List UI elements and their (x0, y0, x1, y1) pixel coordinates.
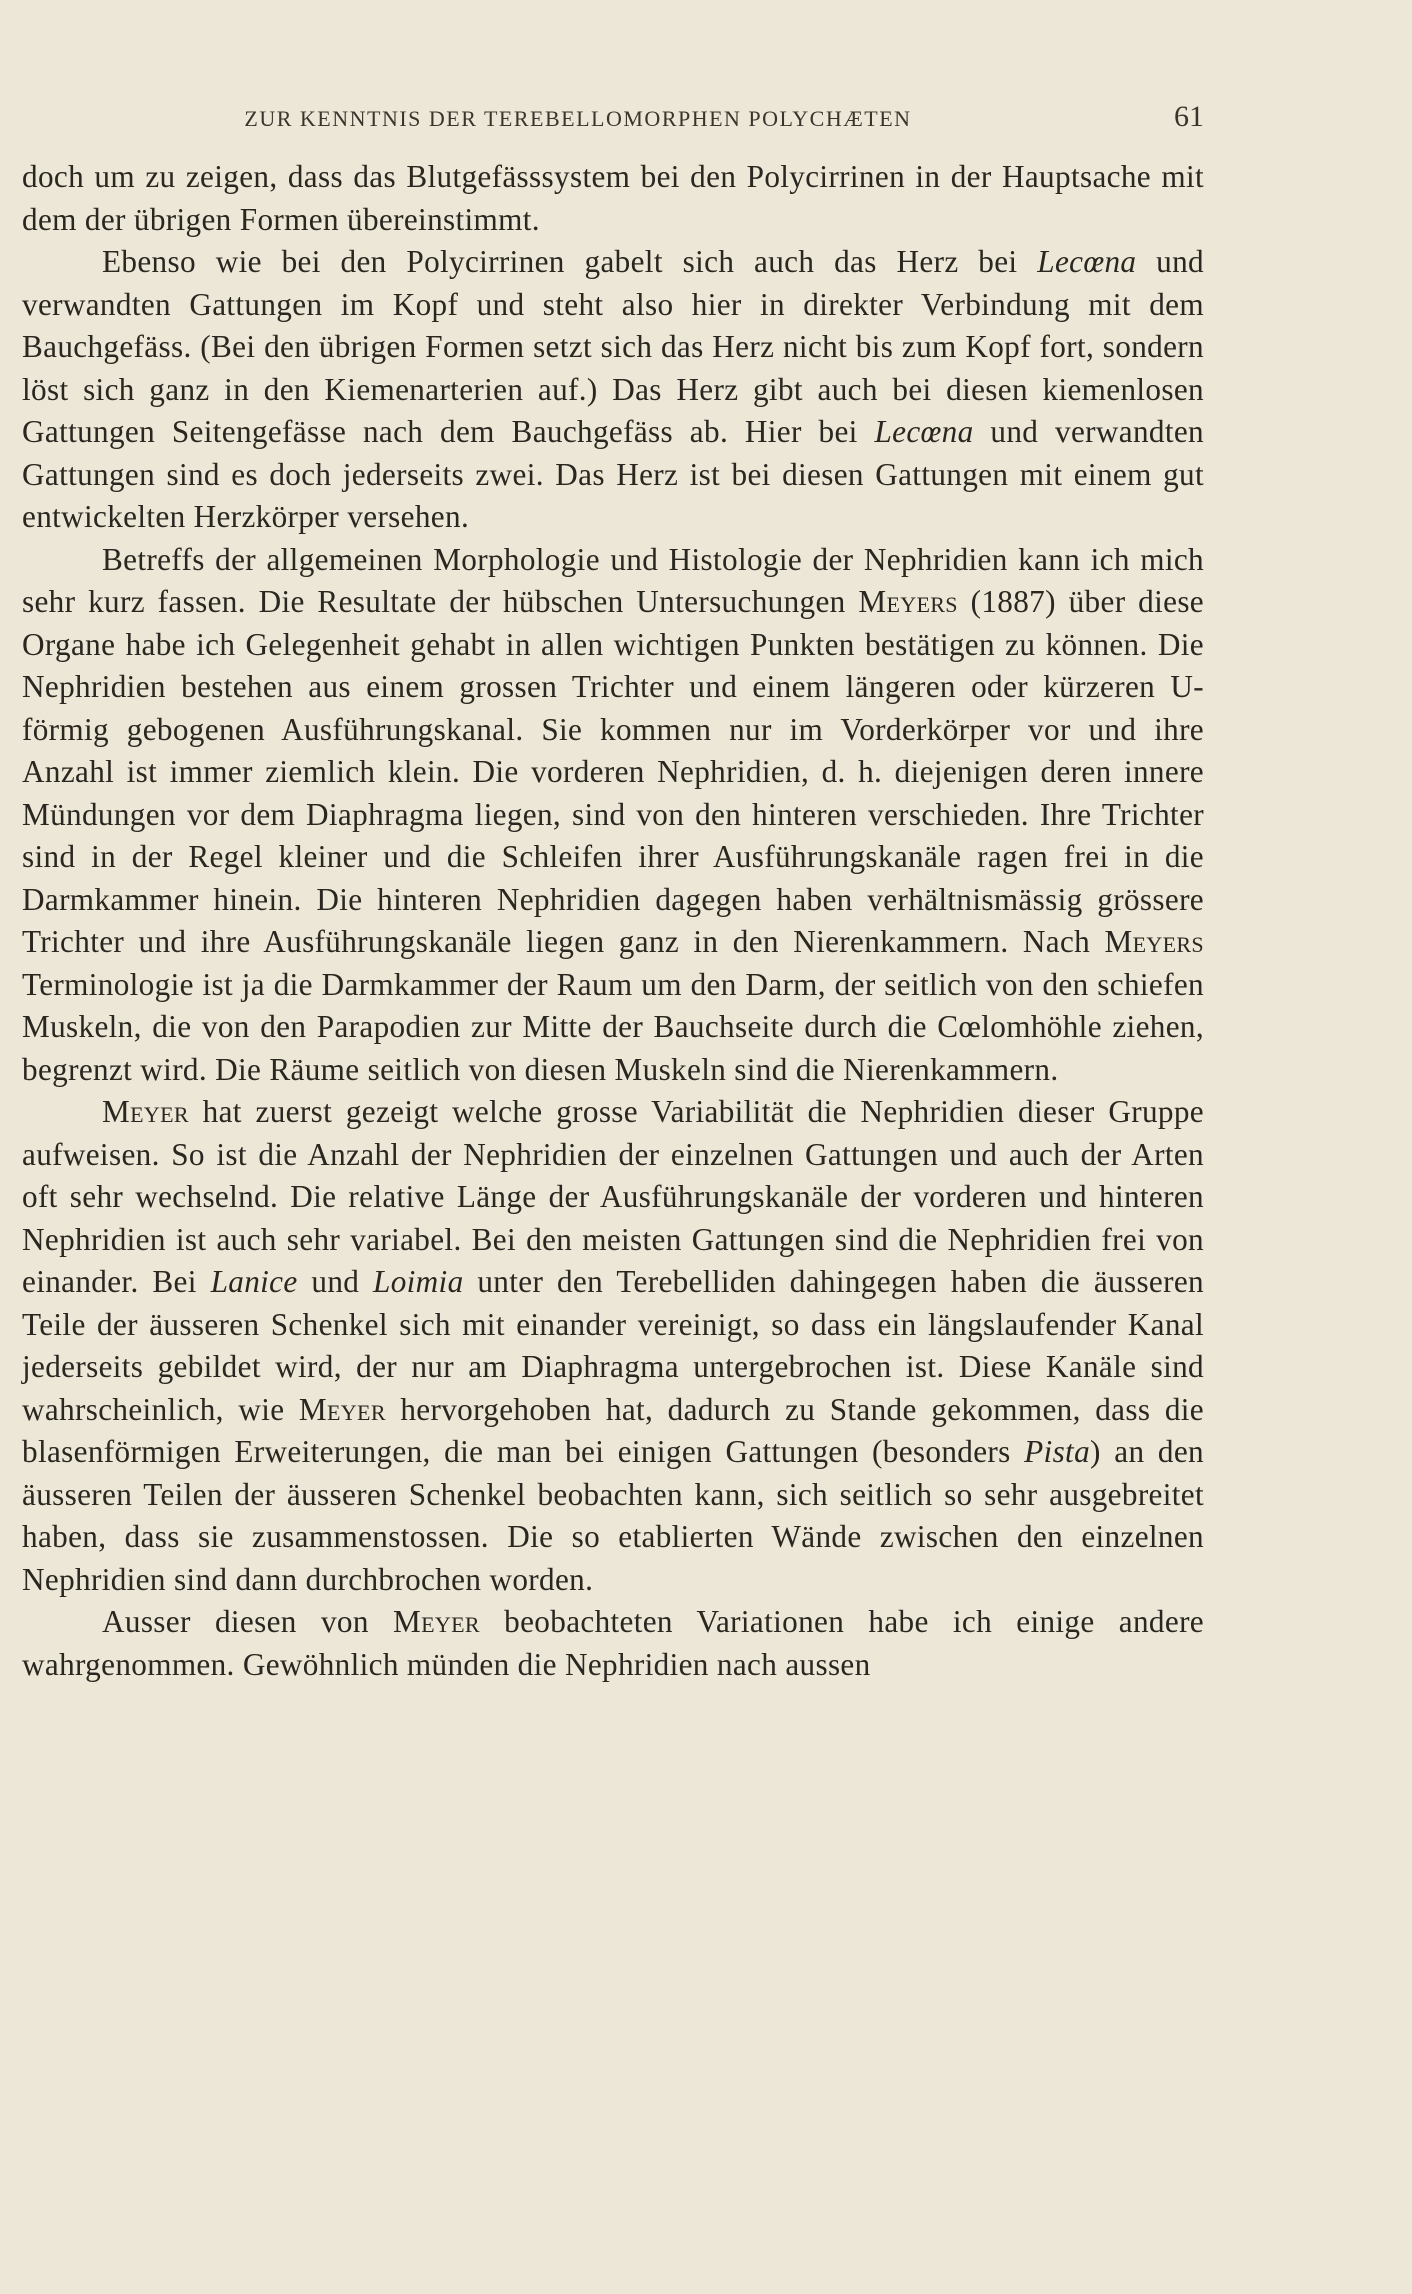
running-head (22, 96, 1204, 156)
text-run: Ebenso wie bei den Polycirrinen gabelt sich auch das Herz bei (102, 244, 1038, 279)
text-run: und verwandten Gattungen im Kopf und steht also hier in direkter Verbindung mit dem Bauchgefäss. (Bei den übrigen Formen setzt sich das Herz nicht bis zum Kopf fort, sondern löst sich ganz in den Kiemenarterien auf.) Das Herz gibt auch bei diesen kiemenlosen Gattungen Seitengefässe nach dem Bauchgefäss ab. Hier bei (22, 244, 1204, 449)
text-run: beobachteten Variationen habe ich einige andere wahrgenommen. Gewöhnlich münden die Nephridien nach aussen (22, 1604, 1204, 1682)
genus-name: Lanice (210, 1264, 298, 1299)
text-run: hervorgehoben hat, dadurch zu Stande gekommen, dass die blasenförmigen Erweiterungen, die man bei einigen Gattungen (besonders (22, 1391, 1204, 1469)
paragraph-1 (22, 156, 1204, 241)
genus-name: Loimia (373, 1264, 464, 1299)
author-name: Meyer (393, 1604, 480, 1639)
text-run: unter den Terebelliden dahingegen haben die äusseren Teile der äusseren Schenkel sich mit einander vereinigt, so dass ein längslaufender Kanal jederseits gebildet wird, der nur am Diaphragma untergebrochen ist. Diese Kanäle sind wahrscheinlich, wie (22, 1264, 1204, 1427)
text-run: doch um zu zeigen, dass das Blutgefässsystem bei den Polycirrinen in der Hauptsache mit dem der übrigen Formen übereinstimmt. (22, 159, 1204, 237)
genus-name: Pista (1024, 1434, 1091, 1469)
paragraph-2 (22, 241, 1204, 539)
paragraph-4 (22, 1091, 1204, 1601)
author-name: Meyers (858, 584, 958, 619)
author-name: Meyer (298, 1391, 386, 1427)
text-run: und verwandten Gattungen sind es doch jederseits zwei. Das Herz ist bei diesen Gattungen mit einem gut entwickelten Herzkörper versehen. (22, 414, 1204, 534)
text-run: Betreffs der allgemeinen Morphologie und Histologie der Nephridien kann ich mich sehr kurz fassen. Die Resultate der hübschen Untersuchungen (22, 541, 1204, 619)
text-run: hat zuerst gezeigt welche grosse Variabilität die Nephridien dieser Gruppe aufweisen. So ist die Anzahl der Nephridien der einzelnen Gattungen und auch der Arten oft sehr wechselnd. Die relative Länge der Ausführungskanäle der vorderen und hinteren Nephridien ist auch sehr variabel. Bei den meisten Gattungen sind die Nephridien frei von einander. Bei (22, 1094, 1204, 1299)
page-number: 61 (1174, 100, 1204, 133)
body-text (22, 156, 1204, 1686)
genus-name: Lecœna (874, 414, 974, 449)
page (22, 96, 1204, 1686)
text-run: ) an den äusseren Teilen der äusseren Schenkel beobachten kann, sich seitlich so sehr ausgebreitet haben, dass sie zusammenstossen. Die so etablierten Wände zwischen den einzelnen Nephridien sind dann durchbrochen worden. (22, 1434, 1204, 1597)
genus-name: Lecœna (1037, 244, 1137, 279)
paragraph-3 (22, 539, 1204, 1092)
author-name: Meyers (1104, 924, 1204, 959)
text-run: (1887) über diese Organe habe ich Gelegenheit gehabt in allen wichtigen Punkten bestätigen zu können. Die Nephridien bestehen aus einem grossen Trichter und einem längeren oder kürzeren U-förmig gebogenen Ausführungskanal. Sie kommen nur im Vorderkörper vor und ihre Anzahl ist immer ziemlich klein. Die vorderen Nephridien, d. h. diejenigen deren innere Mündungen vor dem Diaphragma liegen, sind von den hinteren verschieden. Ihre Trichter sind in der Regel kleiner und die Schleifen ihrer Ausführungskanäle ragen frei in die Darmkammer hinein. Die hinteren Nephridien dagegen haben verhältnismässig grössere Trichter und ihre Ausführungskanäle liegen ganz in den Nierenkammern. Nach (22, 584, 1204, 959)
author-name: Meyer (102, 1094, 189, 1129)
text-run: und (297, 1264, 374, 1299)
text-run: Ausser diesen von (102, 1604, 394, 1639)
paragraph-5 (22, 1601, 1204, 1686)
running-title: ZUR KENNTNIS DER TEREBELLOMORPHEN POLYCHÆTEN (244, 106, 912, 131)
text-run: Terminologie ist ja die Darmkammer der Raum um den Darm, der seitlich von den schiefen Muskeln, die von den Parapodien zur Mitte der Bauchseite durch die Cœlomhöhle ziehen, begrenzt wird. Die Räume seitlich von diesen Muskeln sind die Nierenkammern. (22, 966, 1204, 1087)
